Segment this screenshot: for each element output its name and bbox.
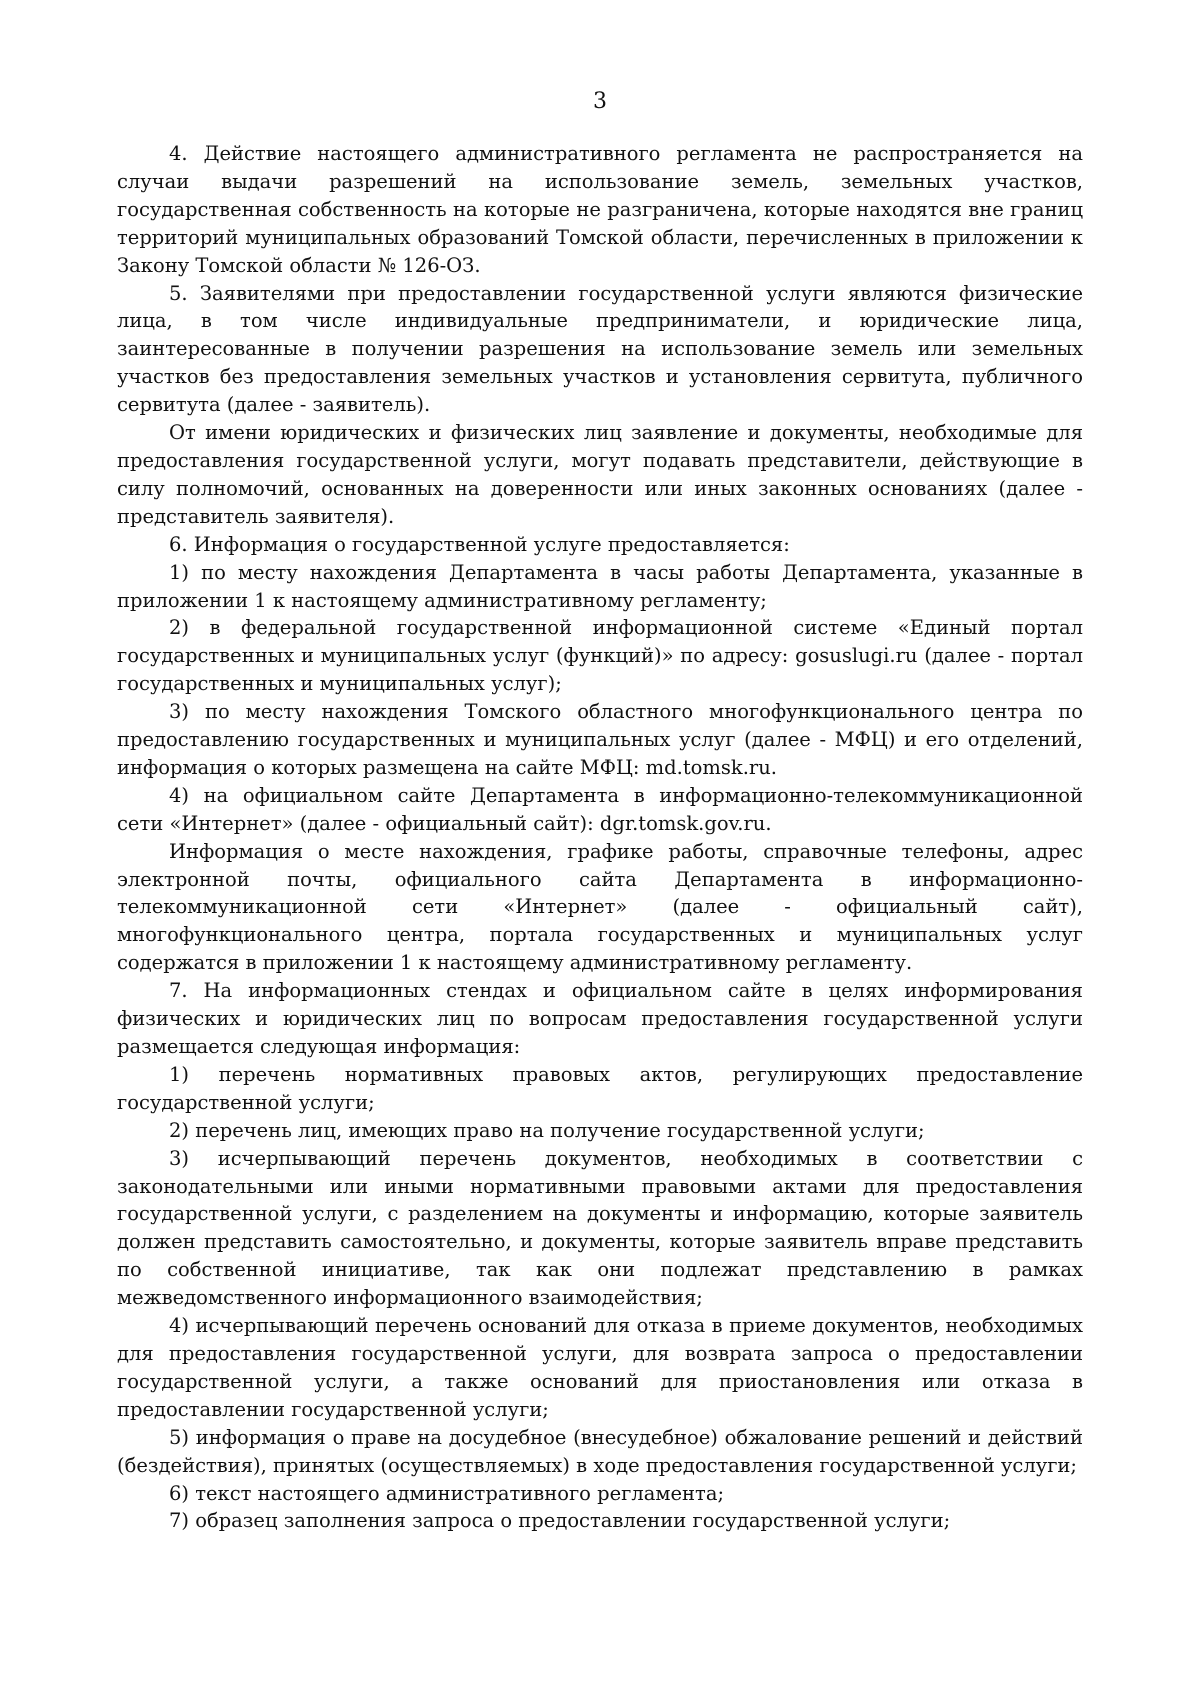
paragraph-item-7-4: 4) исчерпывающий перечень оснований для отказа в приеме документов, необходимых для предоставления государственной услуги, для возврата запроса о предоставлении государственной услуги, а также оснований для приостановления или отказа в предоставлении государственной услуги;	[117, 1314, 1083, 1421]
paragraph-item-7: 7. На информационных стендах и официальном сайте в целях информирования физических и юридических лиц по вопросам предоставления государственной услуги размещается следующая информация:	[117, 979, 1083, 1058]
document-body	[117, 140, 1083, 1535]
paragraph-item-7-3: 3) исчерпывающий перечень документов, необходимых в соответствии с законодательными или иными нормативными правовыми актами для предоставления государственной услуги, с разделением на документы и информацию, которые заявитель должен представить самостоятельно, и документы, которые заявитель вправе представить по собственной инициативе, так как они подлежат представлению в рамках межведомственного информационного взаимодействия;	[117, 1146, 1083, 1310]
paragraph-item-5: 5. Заявителями при предоставлении государственной услуги являются физические лица, в том числе индивидуальные предприниматели, и юридические лица, заинтересованные в получении разрешения на использование земель или земельных участков без предоставления земельных участков и установления сервитута, публичного сервитута (далее - заявитель).	[117, 281, 1083, 417]
paragraph-contact-info: Информация о месте нахождения, графике работы, справочные телефоны, адрес электронной почты, официального сайта Департамента в информационно-телекоммуникационной сети «Интернет» (далее - официальный сайт), многофункционального центра, портала государственных и муниципальных услуг содержатся в приложении 1 к настоящему административному регламенту.	[117, 839, 1083, 975]
paragraph-item-7-6: 6) текст настоящего административного регламента;	[169, 1481, 725, 1505]
paragraph-item-7-2: 2) перечень лиц, имеющих право на получение государственной услуги;	[169, 1118, 925, 1142]
paragraph-item-4: 4. Действие настоящего административного регламента не распространяется на случаи выдачи разрешений на использование земель, земельных участков, государственная собственность на которые не разграничена, которые находятся вне границ территорий муниципальных образований Томской области, перечисленных в приложении к Закону Томской области № 126-ОЗ.	[117, 142, 1083, 277]
paragraph-item-6-1: 1) по месту нахождения Департамента в часы работы Департамента, указанные в приложении 1 к настоящему административному регламенту;	[117, 560, 1083, 612]
paragraph-representative: От имени юридических и физических лиц заявление и документы, необходимые для предоставления государственной услуги, могут подавать представители, действующие в силу полномочий, основанных на доверенности или иных законных основаниях (далее - представитель заявителя).	[117, 421, 1083, 528]
paragraph-item-6-4: 4) на официальном сайте Департамента в информационно-телекоммуникационной сети «Интернет» (далее - официальный сайт): dgr.tomsk.gov.ru.	[117, 783, 1083, 835]
paragraph-item-7-5: 5) информация о праве на досудебное (внесудебное) обжалование решений и действий (бездействия), принятых (осуществляемых) в ходе предоставления государственной услуги;	[117, 1425, 1083, 1477]
paragraph-item-6-2: 2) в федеральной государственной информационной системе «Единый портал государственных и муниципальных услуг (функций)» по адресу: gosuslugi.ru (далее - портал государственных и муниципальных услуг);	[117, 616, 1083, 696]
paragraph-item-7-7: 7) образец заполнения запроса о предоставлении государственной услуги;	[169, 1509, 951, 1533]
paragraph-item-6-3: 3) по месту нахождения Томского областного многофункционального центра по предоставлению государственных и муниципальных услуг (далее - МФЦ) и его отделений, информация о которых размещена на сайте МФЦ: md.tomsk.ru.	[117, 700, 1083, 779]
paragraph-item-7-1: 1) перечень нормативных правовых актов, регулирующих предоставление государственной услуги;	[117, 1062, 1083, 1114]
paragraph-item-6: 6. Информация о государственной услуге предоставляется:	[169, 532, 790, 556]
page-number: 3	[593, 89, 607, 114]
